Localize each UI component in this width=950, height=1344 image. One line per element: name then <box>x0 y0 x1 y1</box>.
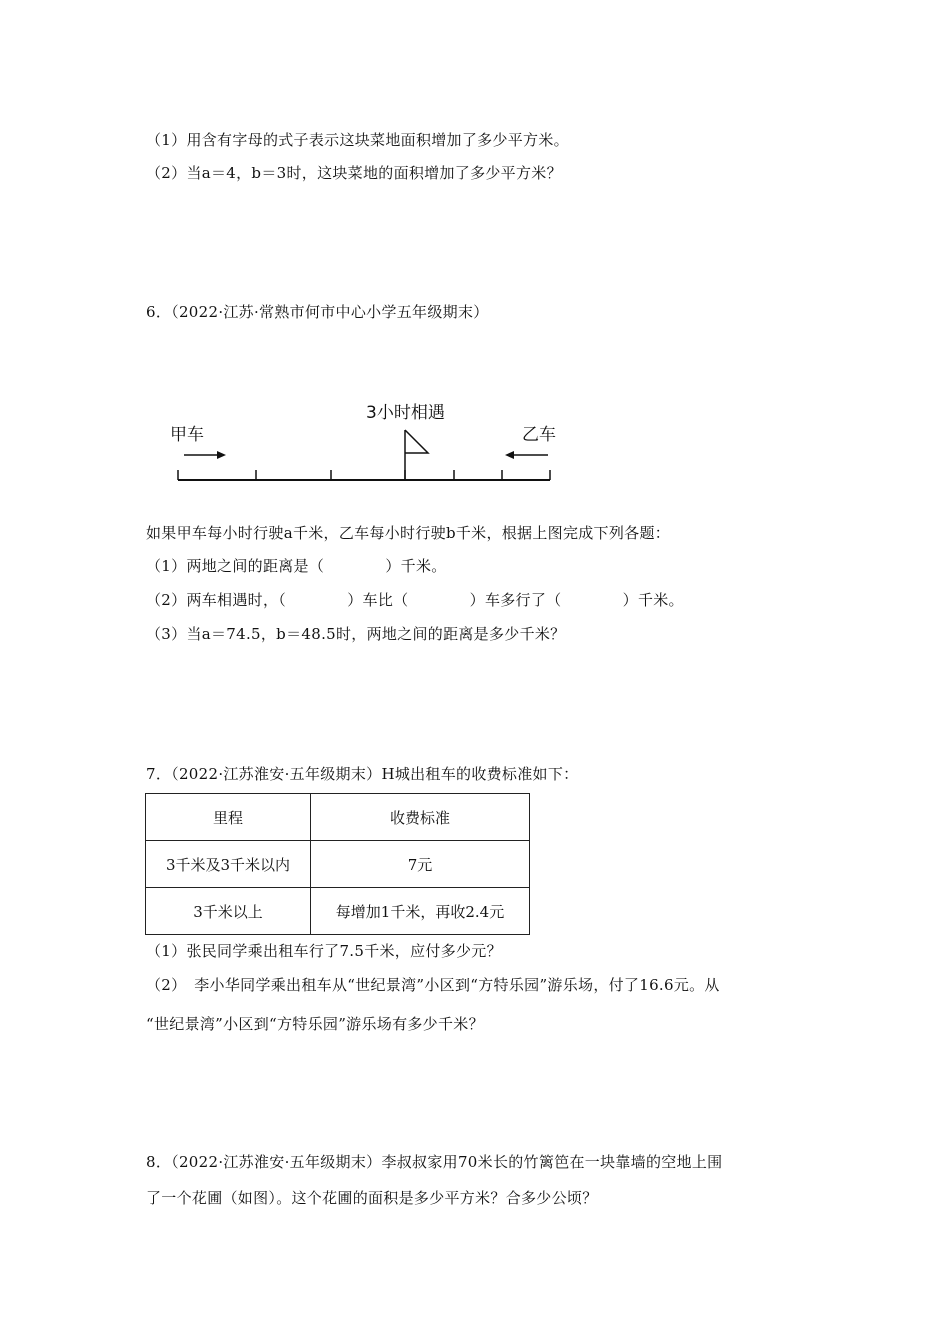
q6-sub2: （2）两车相遇时，（ ）车比（ ）车多行了（ ）千米。 <box>146 591 684 609</box>
car-b-label: 乙车 <box>522 425 556 445</box>
q7-header: 7．（2022·江苏淮安·五年级期末）H城出租车的收费标准如下： <box>146 765 579 783</box>
table-header-cell: 里程 <box>146 794 311 841</box>
q7-sub2-line1: （2） 李小华同学乘出租车从“世纪景湾”小区到“方特乐园”游乐场，付了16.6元。从 <box>146 976 720 994</box>
q8-line1: 8．（2022·江苏淮安·五年级期末）李叔叔家用70米长的竹篱笆在一块靠墙的空地上围 <box>146 1153 723 1171</box>
table-row <box>146 841 530 888</box>
q6-intro: 如果甲车每小时行驶a千米，乙车每小时行驶b千米，根据上图完成下列各题： <box>146 524 671 542</box>
q7-sub1: （1）张民同学乘出租车行了7.5千米，应付多少元？ <box>146 942 502 960</box>
car-a-arrow <box>184 451 226 459</box>
table-row <box>146 888 530 935</box>
q7-sub2-line2: “世纪景湾”小区到“方特乐园”游乐场有多少千米？ <box>146 1015 484 1033</box>
q8-line2: 了一个花圃（如图）。这个花圃的面积是多少平方米？合多少公顷？ <box>146 1189 598 1207</box>
table-header-row <box>146 794 530 841</box>
car-b-arrow <box>505 451 548 459</box>
table-cell: 每增加1千米，再收2.4元 <box>311 888 530 935</box>
meeting-flag <box>405 430 428 480</box>
table-header-cell: 收费标准 <box>311 794 530 841</box>
q5-sub1: （1）用含有字母的式子表示这块菜地面积增加了多少平方米。 <box>146 131 569 149</box>
fare-table <box>145 793 530 935</box>
meet-label: 3小时相遇 <box>366 403 445 423</box>
route-ticks <box>178 470 550 480</box>
q6-header: 6．（2022·江苏·常熟市何市中心小学五年级期末） <box>146 303 489 321</box>
car-a-label: 甲车 <box>170 425 204 445</box>
table-cell: 3千米以上 <box>146 888 311 935</box>
q6-sub1: （1）两地之间的距离是（ ）千米。 <box>146 557 447 575</box>
q5-sub2: （2）当a＝4，b＝3时，这块菜地的面积增加了多少平方米？ <box>146 164 562 182</box>
q6-sub3: （3）当a＝74.5，b＝48.5时，两地之间的距离是多少千米？ <box>146 625 566 643</box>
table-cell: 7元 <box>311 841 530 888</box>
meeting-diagram <box>170 398 560 493</box>
table-cell: 3千米及3千米以内 <box>146 841 311 888</box>
